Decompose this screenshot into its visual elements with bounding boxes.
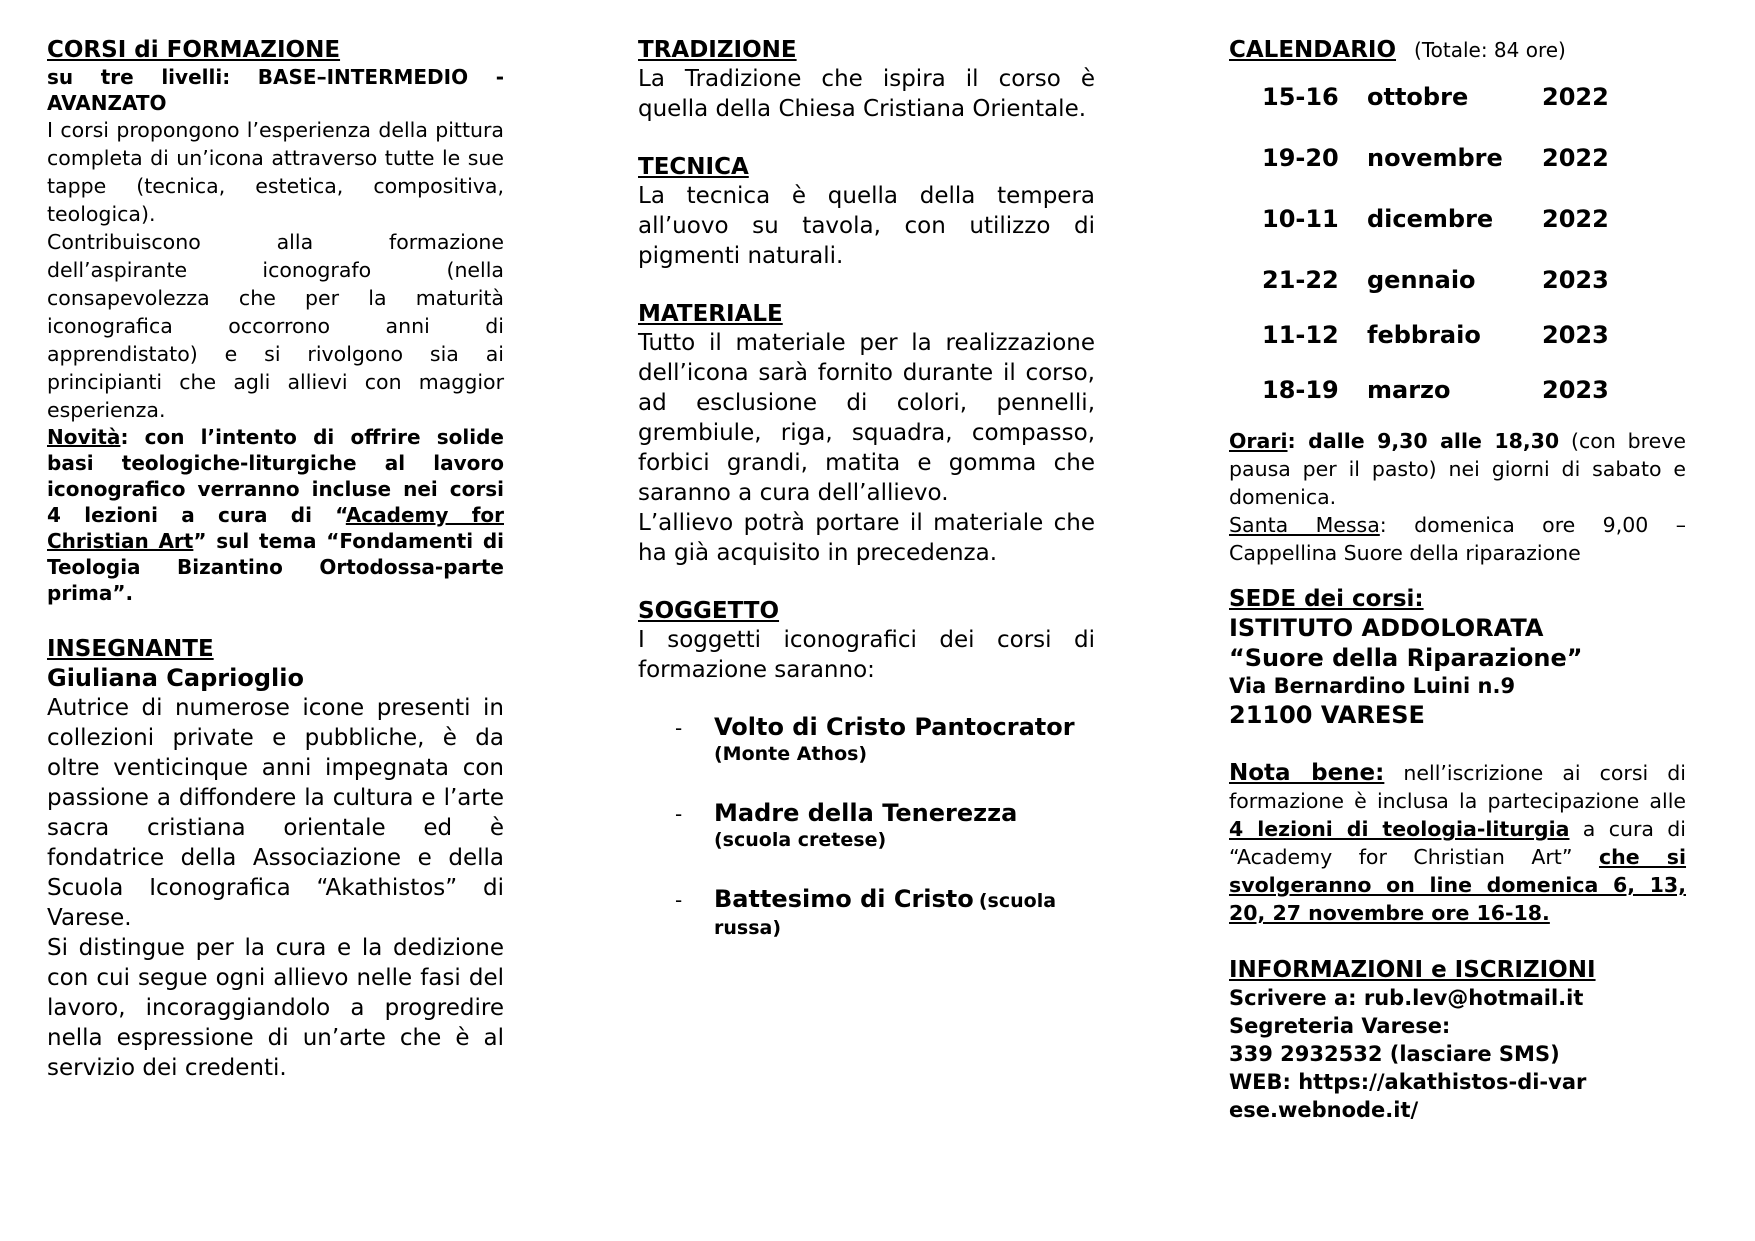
sede-order: “Suore della Riparazione” — [1229, 644, 1583, 672]
messa-paragraph — [1229, 511, 1686, 567]
orari-label: Orari — [1229, 429, 1288, 453]
column-calendario — [1229, 36, 1686, 1124]
nota-paragraph — [1229, 759, 1686, 927]
subject-title: Battesimo di Cristo — [714, 885, 974, 913]
list-item — [638, 799, 1095, 854]
calendar-row: 10-11 dicembre 2022 — [1262, 205, 1609, 233]
tecnica-heading: TECNICA — [638, 154, 749, 180]
sede-heading: SEDE dei corsi: — [1229, 586, 1424, 612]
subject-title: Madre della Tenerezza — [714, 799, 1018, 827]
orari-rest: (con breve pausa per il pasto) nei giorni di sabato e domenica. — [1229, 429, 1686, 509]
list-item — [638, 885, 1095, 942]
calendario-total: (Totale: 84 ore) — [1414, 38, 1566, 62]
calendar-row: 19-20 novembre 2022 — [1262, 144, 1609, 172]
intro-paragraph: I corsi propongono l’esperienza della pittura completa di un’icona attraverso tutte le sue tappe (tecnica, estetica, compositiva, teologica). — [47, 118, 504, 226]
novita-paragraph — [47, 424, 504, 606]
info-heading: INFORMAZIONI e ISCRIZIONI — [1229, 957, 1596, 983]
subject-note: (scuola cretese) — [714, 829, 887, 851]
info-email[interactable]: Scrivere a: rub.lev@hotmail.it — [1229, 986, 1584, 1010]
soggetto-text: I soggetti iconografici dei corsi di formazione saranno: — [638, 627, 1095, 683]
sede-city: 21100 VARESE — [1229, 701, 1425, 729]
column-corsi — [47, 36, 504, 1083]
soggetto-heading: SOGGETTO — [638, 598, 780, 624]
tecnica-text: La tecnica è quella della tempera all’uovo su tavola, con utilizzo di pigmenti naturali. — [638, 183, 1095, 269]
calendario-heading: CALENDARIO — [1229, 37, 1397, 63]
calendar-row: 21-22 gennaio 2023 — [1262, 266, 1609, 294]
tradizione-heading: TRADIZIONE — [638, 37, 797, 63]
teacher-bio-2: Si distingue per la cura e la dedizione con cui segue ogni allievo nelle fasi del lavoro, incoraggiandolo a progredire nella espressione di un’arte che è al servizio dei credenti. — [47, 935, 504, 1081]
orari-paragraph — [1229, 427, 1686, 511]
list-dash: - — [675, 716, 683, 740]
calendar-row: 18-19 marzo 2023 — [1262, 376, 1609, 404]
nota-text-b: a cura di “Academy for Christian Art” — [1229, 817, 1686, 869]
nota-lezioni: 4 lezioni di teologia-liturgia — [1229, 817, 1570, 841]
insegnante-heading: INSEGNANTE — [47, 636, 214, 662]
messa-label: Santa Messa — [1229, 513, 1380, 537]
orari-hours: : dalle 9,30 alle 18,30 — [1287, 429, 1560, 453]
materiale-heading: MATERIALE — [638, 301, 783, 327]
novita-text-a: : con l’intento di offrire solide basi teologiche-liturgiche al lavoro iconografico verranno incluse nei corsi 4 lezioni a cura di “ — [47, 425, 504, 527]
info-web[interactable]: WEB: https://akathistos-di-varese.webnode.it/ — [1229, 1070, 1587, 1122]
subject-note: (scuola russa) — [714, 890, 1057, 939]
nota-text-a: nell’iscrizione ai corsi di formazione è inclusa la partecipazione alle — [1229, 761, 1686, 813]
list-dash: - — [675, 888, 683, 912]
materiale-text: Tutto il materiale per la realizzazione dell’icona sarà fornito durante il corso, ad esclusione di colori, pennelli, grembiule, riga, squadra, compasso, forbici grandi, matita e gomma che saranno a cura dell’allievo. — [638, 330, 1095, 506]
info-segreteria: Segreteria Varese: — [1229, 1014, 1451, 1038]
list-item — [638, 713, 1095, 768]
nota-label: Nota bene: — [1229, 760, 1385, 786]
novita-text-b: ” sul tema “Fondamenti di Teologia Bizantino Ortodossa-parte prima”. — [47, 529, 504, 605]
teacher-name: Giuliana Caprioglio — [47, 664, 304, 692]
tradizione-text: La Tradizione che ispira il corso è quella della Chiesa Cristiana Orientale. — [638, 66, 1095, 122]
column-corso-details — [638, 36, 1095, 973]
subject-title: Volto di Cristo Pantocrator — [714, 713, 1075, 741]
contribute-paragraph: Contribuiscono alla formazione dell’aspirante iconografo (nella consapevolezza che per la maturità iconografica occorrono anni di apprendistato) e si rivolgono sia ai principianti che agli allievi con maggior esperienza. — [47, 230, 504, 422]
nota-online: che si svolgeranno on line domenica 6, 13, 20, 27 novembre ore 16-18. — [1229, 845, 1687, 925]
subjects-list — [638, 713, 1095, 942]
messa-text: : domenica ore 9,00 – Cappellina Suore della riparazione — [1229, 513, 1686, 565]
levels-subtitle: su tre livelli: BASE–INTERMEDIO - AVANZATO — [47, 65, 504, 115]
materiale-text-2: L’allievo potrà portare il materiale che ha già acquisito in precedenza. — [638, 510, 1095, 566]
corsi-heading: CORSI di FORMAZIONE — [47, 37, 341, 63]
info-phone: 339 2932532 (lasciare SMS) — [1229, 1042, 1560, 1066]
list-dash: - — [675, 802, 683, 826]
sede-street: Via Bernardino Luini n.9 — [1229, 674, 1516, 698]
sede-name: ISTITUTO ADDOLORATA — [1229, 614, 1544, 642]
academy-link: Academy for Christian Art — [47, 503, 504, 553]
novita-label: Novità — [47, 425, 121, 449]
teacher-bio: Autrice di numerose icone presenti in collezioni private e pubbliche, è da oltre venticinque anni impegnata con passione a diffondere la cultura e l’arte sacra cristiana orientale ed è fondatrice della Associazione e della Scuola Iconografica “Akathistos” di Varese. — [47, 695, 504, 931]
subject-note: (Monte Athos) — [714, 743, 868, 765]
calendar-row: 11-12 febbraio 2023 — [1262, 321, 1609, 349]
calendar-row: 15-16 ottobre 2022 — [1262, 83, 1609, 111]
